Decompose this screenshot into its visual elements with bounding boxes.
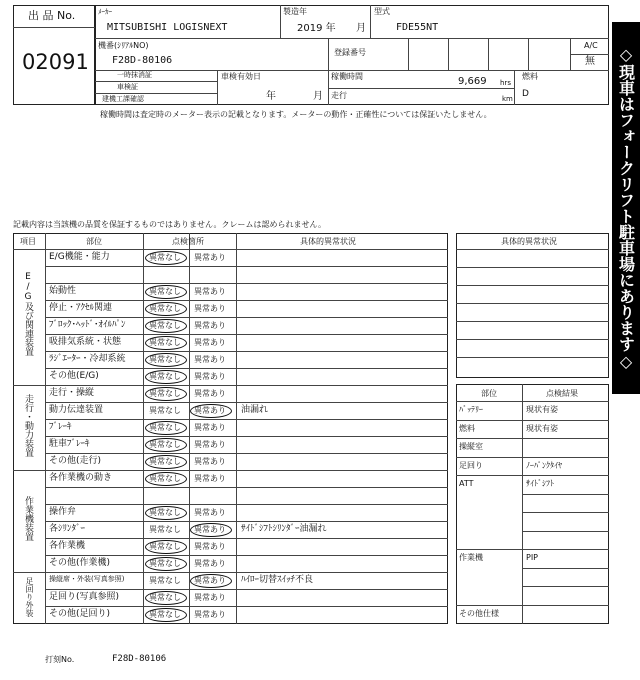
year-label: 製造年 [283, 7, 307, 16]
selection-circle [145, 540, 187, 554]
year-value: 2019 年 [297, 23, 336, 34]
abnormal-option: 異常あり [194, 253, 226, 262]
row-part: E/G機能・能力 [49, 252, 110, 262]
normal-option: 異常なし [149, 355, 181, 364]
normal-option: 異常なし [149, 542, 181, 551]
normal-option: 異常なし [149, 525, 181, 534]
row-part: 各作業機の動き [49, 473, 113, 483]
col-header-check: 点検箇所 [172, 237, 204, 246]
serial-label: 機番(ｼﾘｱﾙNO) [98, 41, 149, 50]
disclaimer: 記載内容は当該機の品質を保証するものではありません。クレームは認められません。 [13, 220, 326, 229]
ac-label: A/C [584, 41, 598, 50]
result-part: 足回り [459, 460, 483, 470]
stamp-value: F28D-80106 [112, 654, 167, 664]
cert-label-3: 建機工課確認 [102, 95, 144, 103]
detail-panel-header: 具体的異常状況 [501, 237, 557, 246]
result-col-part: 部位 [481, 389, 497, 398]
selection-circle [190, 523, 232, 537]
selection-circle [145, 608, 187, 622]
abnormal-option: 異常あり [194, 508, 226, 517]
mileage-label: 走行 [331, 91, 347, 100]
abnormal-option: 異常あり [194, 576, 226, 585]
row-part: 操縦席・外装(写真参照) [49, 575, 125, 583]
row-part: 足回り(写真参照) [49, 592, 120, 602]
normal-option: 異常なし [149, 474, 181, 483]
selection-circle [145, 370, 187, 384]
col-header-part: 部位 [86, 237, 102, 246]
abnormal-option: 異常あり [194, 338, 226, 347]
row-part: その他(作業機) [49, 558, 111, 568]
serial-value: F28D-80106 [112, 55, 173, 66]
selection-circle [145, 421, 187, 435]
normal-option: 異常なし [149, 287, 181, 296]
abnormal-option: 異常あり [194, 406, 226, 415]
group-work: 作業機装置 [23, 496, 33, 541]
abnormal-option: 異常あり [194, 474, 226, 483]
abnormal-option: 異常あり [194, 287, 226, 296]
abnormal-option: 異常あり [194, 610, 226, 619]
selection-circle [145, 472, 187, 486]
abnormal-option: 異常あり [194, 304, 226, 313]
result-value: 現状有姿 [526, 405, 558, 414]
result-value: PIP [526, 553, 539, 562]
normal-option: 異常なし [149, 576, 181, 585]
registration-label: 登録番号 [334, 48, 366, 57]
inspection-year: 年 [266, 91, 276, 102]
row-part: ﾌﾞﾛｯｸ･ﾍｯﾄﾞ･ｵｲﾙﾊﾟﾝ [49, 320, 126, 330]
selection-circle [145, 302, 187, 316]
selection-circle [145, 557, 187, 571]
normal-option: 異常なし [149, 610, 181, 619]
hours-label: 稼働時間 [331, 72, 363, 81]
normal-option: 異常なし [149, 304, 181, 313]
location-banner: ◇現車はフォークリフト駐車場にあります◇ [612, 22, 640, 394]
abnormal-option: 異常あり [194, 355, 226, 364]
selection-circle [190, 574, 232, 588]
inspection-date-label: 車検有効日 [221, 72, 261, 81]
normal-option: 異常なし [149, 559, 181, 568]
model-value: FDE55NT [396, 22, 439, 33]
abnormal-option: 異常あり [194, 372, 226, 381]
row-detail: ｻｲﾄﾞｼﾌﾄｼﾘﾝﾀﾞｰ油漏れ [241, 524, 327, 534]
normal-option: 異常なし [149, 593, 181, 602]
row-part: 操作弁 [49, 507, 77, 517]
normal-option: 異常なし [149, 338, 181, 347]
normal-option: 異常なし [149, 440, 181, 449]
result-value: 現状有姿 [526, 423, 558, 433]
result-part: 操縦室 [459, 442, 483, 451]
group-drive: 走行・動力装置 [23, 394, 33, 457]
abnormal-option: 異常あり [194, 525, 226, 534]
maker-value: MITSUBISHI LOGISNEXT [107, 22, 228, 33]
selection-circle [190, 404, 232, 418]
row-part: 走行・操縦 [49, 388, 95, 398]
row-detail: 油漏れ [241, 405, 269, 415]
fuel-value: D [522, 89, 529, 99]
inspection-month: 月 [313, 91, 323, 102]
selection-circle [145, 285, 187, 299]
hours-value: 9,669 [458, 76, 487, 87]
result-value: ｻｲﾄﾞｼﾌﾄ [526, 479, 554, 488]
normal-option: 異常なし [149, 406, 181, 415]
col-header-item: 項目 [20, 237, 36, 246]
result-value: ﾉｰﾊﾟﾝｸﾀｲﾔ [526, 460, 562, 470]
selection-circle [145, 455, 187, 469]
abnormal-option: 異常あり [194, 457, 226, 466]
normal-option: 異常なし [149, 423, 181, 432]
selection-circle [145, 591, 187, 605]
selection-circle [145, 387, 187, 401]
result-part: 燃料 [459, 423, 475, 433]
result-part: 作業機 [459, 553, 483, 562]
result-part: ﾊﾞｯﾃﾘｰ [459, 405, 483, 414]
group-undercarriage: 足回り外装 [25, 577, 34, 617]
fuel-label: 燃料 [522, 72, 538, 81]
row-part: 吸排気系統・状態 [49, 337, 122, 347]
row-part: 始動性 [49, 286, 77, 296]
result-col-result: 点検結果 [546, 389, 578, 398]
normal-option: 異常なし [149, 457, 181, 466]
normal-option: 異常なし [149, 389, 181, 398]
result-part: その他仕様 [459, 608, 499, 618]
month-suffix: 月 [356, 23, 366, 34]
selection-circle [145, 438, 187, 452]
lot-label: 出 品 No. [28, 9, 76, 22]
selection-circle [145, 251, 187, 265]
abnormal-option: 異常あり [194, 542, 226, 551]
selection-circle [145, 506, 187, 520]
selection-circle [145, 353, 187, 367]
selection-circle [145, 319, 187, 333]
cert-label-1: 一時抹消証 [117, 71, 152, 79]
row-part: ﾌﾞﾚｰｷ [49, 422, 72, 432]
normal-option: 異常なし [149, 321, 181, 330]
abnormal-option: 異常あり [194, 593, 226, 602]
normal-option: 異常なし [149, 253, 181, 262]
cert-label-2: 車検証 [117, 83, 138, 91]
model-label: 型式 [374, 7, 390, 16]
col-header-detail: 具体的異常状況 [300, 237, 356, 246]
row-part: 停止・ｱｸｾﾙ関連 [49, 303, 113, 313]
normal-option: 異常なし [149, 372, 181, 381]
abnormal-option: 異常あり [194, 440, 226, 449]
stamp-label: 打刻No. [45, 655, 75, 664]
row-part: 動力伝達装置 [49, 405, 104, 415]
row-part: 各ｼﾘﾝﾀﾞｰ [49, 524, 86, 534]
ac-value: 無 [585, 56, 595, 67]
abnormal-option: 異常あり [194, 559, 226, 568]
hours-unit: hrs [500, 79, 511, 87]
result-part: ATT [459, 479, 474, 488]
row-part: その他(走行) [49, 456, 102, 466]
row-part: 駐車ﾌﾞﾚｰｷ [49, 439, 90, 449]
group-engine: E/G及び関連装置 [23, 272, 33, 356]
mileage-unit: km [502, 95, 513, 103]
abnormal-option: 異常あり [194, 321, 226, 330]
abnormal-option: 異常あり [194, 389, 226, 398]
row-part: ﾗｼﾞｴｰﾀｰ・冷却系統 [49, 354, 126, 364]
hours-note: 稼働時間は査定時のメーター表示の記載となります。メーターの動作・正確性については保証いたしません。 [100, 110, 492, 119]
row-part: 各作業機 [49, 541, 86, 551]
maker-label: ﾒｰｶｰ [98, 8, 112, 16]
row-part: その他(E/G) [49, 371, 99, 381]
lot-number: 02091 [22, 50, 89, 74]
normal-option: 異常なし [149, 508, 181, 517]
row-part: その他(足回り) [49, 609, 111, 619]
abnormal-option: 異常あり [194, 423, 226, 432]
selection-circle [145, 336, 187, 350]
row-detail: ﾊｲﾛｰ切替ｽｲｯﾁ不良 [241, 575, 314, 585]
